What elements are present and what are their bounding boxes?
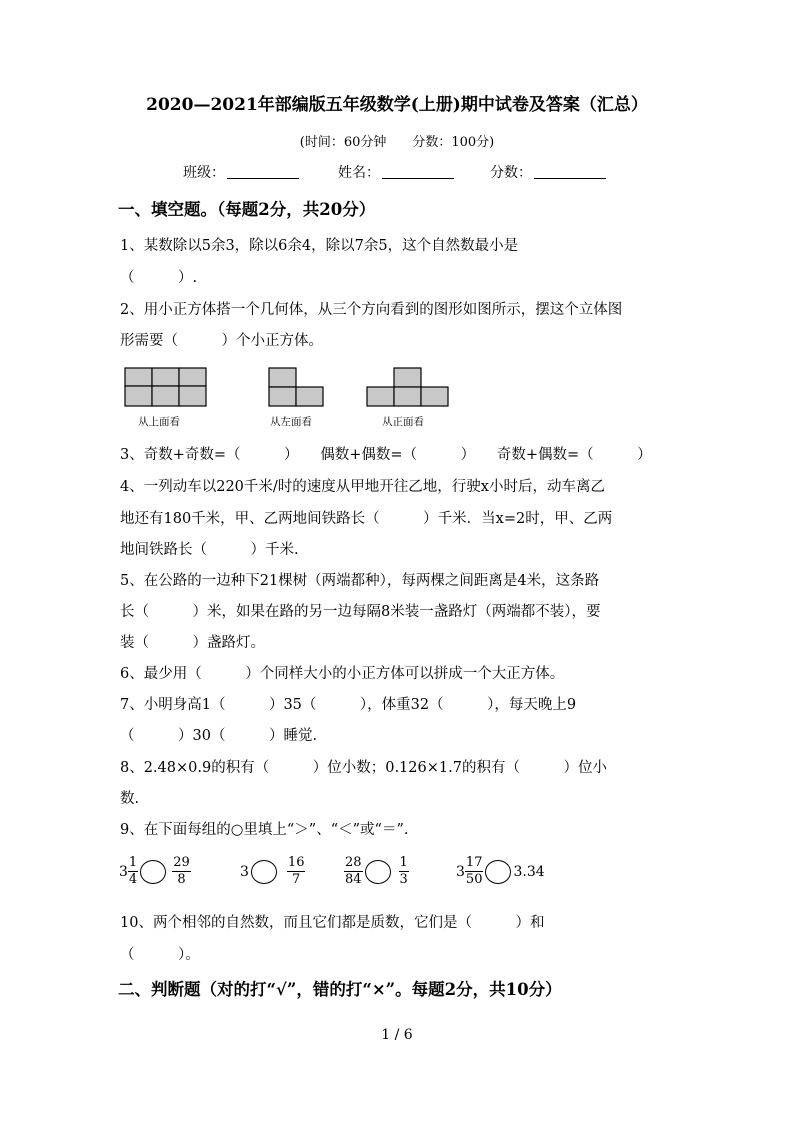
question-2-line-1: 2、用小正方体搭一个几何体，从三个方向看到的图形如图所示，摆这个立体图: [120, 302, 623, 318]
name-blank[interactable]: [382, 164, 454, 179]
question-3: 3、奇数+奇数=（ ） 偶数+偶数=（ ） 奇数+偶数=（ ）: [120, 447, 652, 463]
name-field: [338, 162, 454, 182]
score-label: 分数：: [490, 165, 532, 181]
exam-time-score: (时间：60分钟 分数：100分): [299, 135, 495, 150]
comparison-3: [344, 855, 409, 888]
comparison-1: [119, 855, 191, 888]
fraction: $\frac{16}{7}$: [287, 855, 305, 887]
section-1-heading: 一、填空题。（每题2分，共20分）: [118, 200, 376, 219]
question-8-line-2: 数.: [120, 791, 140, 807]
whole-number: 3: [119, 863, 128, 880]
score-field: [490, 162, 606, 182]
whole-number: 3: [456, 863, 465, 880]
question-2-line-2: 形需要（ ）个小正方体。: [120, 333, 323, 349]
front-view-figure: [367, 368, 448, 406]
question-1-line-1: 1、某数除以5余3，除以6余4，除以7余5，这个自然数最小是: [120, 238, 519, 254]
decimal-number: 3.34: [513, 863, 545, 880]
left-view-label: 从左面看: [270, 416, 312, 428]
fraction: $\frac{17}{50}$: [465, 855, 483, 887]
question-7-line-1: 7、小明身高1（ ）35（ ），体重32（ ），每天晚上9: [120, 697, 577, 713]
question-4-line-2: 地还有180千米，甲、乙两地间铁路长（ ）千米．当x=2时，甲、乙两: [120, 511, 613, 527]
question-10-line-1: 10、两个相邻的自然数，而且它们都是质数，它们是（ ）和: [120, 915, 545, 931]
question-4-line-1: 4、一列动车以220千米/时的速度从甲地开往乙地，行驶x小时后，动车离乙: [120, 479, 605, 495]
comparison-2: [240, 855, 305, 888]
left-view-figure: [269, 368, 323, 406]
class-label: 班级：: [183, 165, 225, 181]
section-2-heading: 二、判断题（对的打“√”，错的打“×”。每题2分，共10分）: [118, 980, 562, 999]
compare-circle[interactable]: [251, 860, 277, 884]
class-blank[interactable]: [227, 164, 299, 179]
whole-number: 3: [240, 863, 249, 880]
comparison-4: [456, 855, 545, 888]
compare-circle[interactable]: [365, 860, 391, 884]
name-label: 姓名：: [338, 165, 380, 181]
page-number: 1 / 6: [381, 1027, 413, 1043]
question-6: 6、最少用（ ）个同样大小的小正方体可以拼成一个大正方体。: [120, 666, 565, 682]
fraction: $\frac{1}{4}$: [128, 855, 138, 887]
question-5-line-2: 长（ ）米，如果在路的另一边每隔8米装一盏路灯（两端都不装），要: [120, 604, 601, 620]
fraction: $\frac{28}{84}$: [345, 855, 362, 887]
question-7-line-2: （ ）30（ ）睡觉.: [120, 728, 318, 744]
question-5-line-1: 5、在公路的一边种下21棵树（两端都种），每两棵之间距离是4米，这条路: [120, 573, 600, 589]
top-view-figure: [125, 368, 206, 406]
front-view-label: 从正面看: [382, 416, 424, 428]
fraction: $\frac{29}{8}$: [173, 855, 190, 887]
question-1-line-2: （ ）.: [120, 270, 198, 286]
fraction: $\frac{1}{3}$: [399, 855, 408, 887]
compare-circle[interactable]: [485, 860, 511, 884]
score-blank[interactable]: [534, 164, 606, 179]
page-title: 2020—2021年部编版五年级数学(上册)期中试卷及答案（汇总）: [146, 95, 648, 115]
question-9: 9、在下面每组的○里填上“＞”、“＜”或“＝”.: [120, 822, 409, 838]
question-4-line-3: 地间铁路长（ ）千米.: [120, 542, 299, 558]
compare-circle[interactable]: [140, 860, 166, 884]
question-10-line-2: （ ）。: [120, 947, 200, 963]
class-field: [183, 162, 299, 182]
top-view-label: 从上面看: [138, 416, 180, 428]
question-5-line-3: 装（ ）盏路灯。: [120, 635, 265, 651]
question-8-line-1: 8、2.48×0.9的积有（ ）位小数；0.126×1.7的积有（ ）位小: [120, 760, 607, 776]
